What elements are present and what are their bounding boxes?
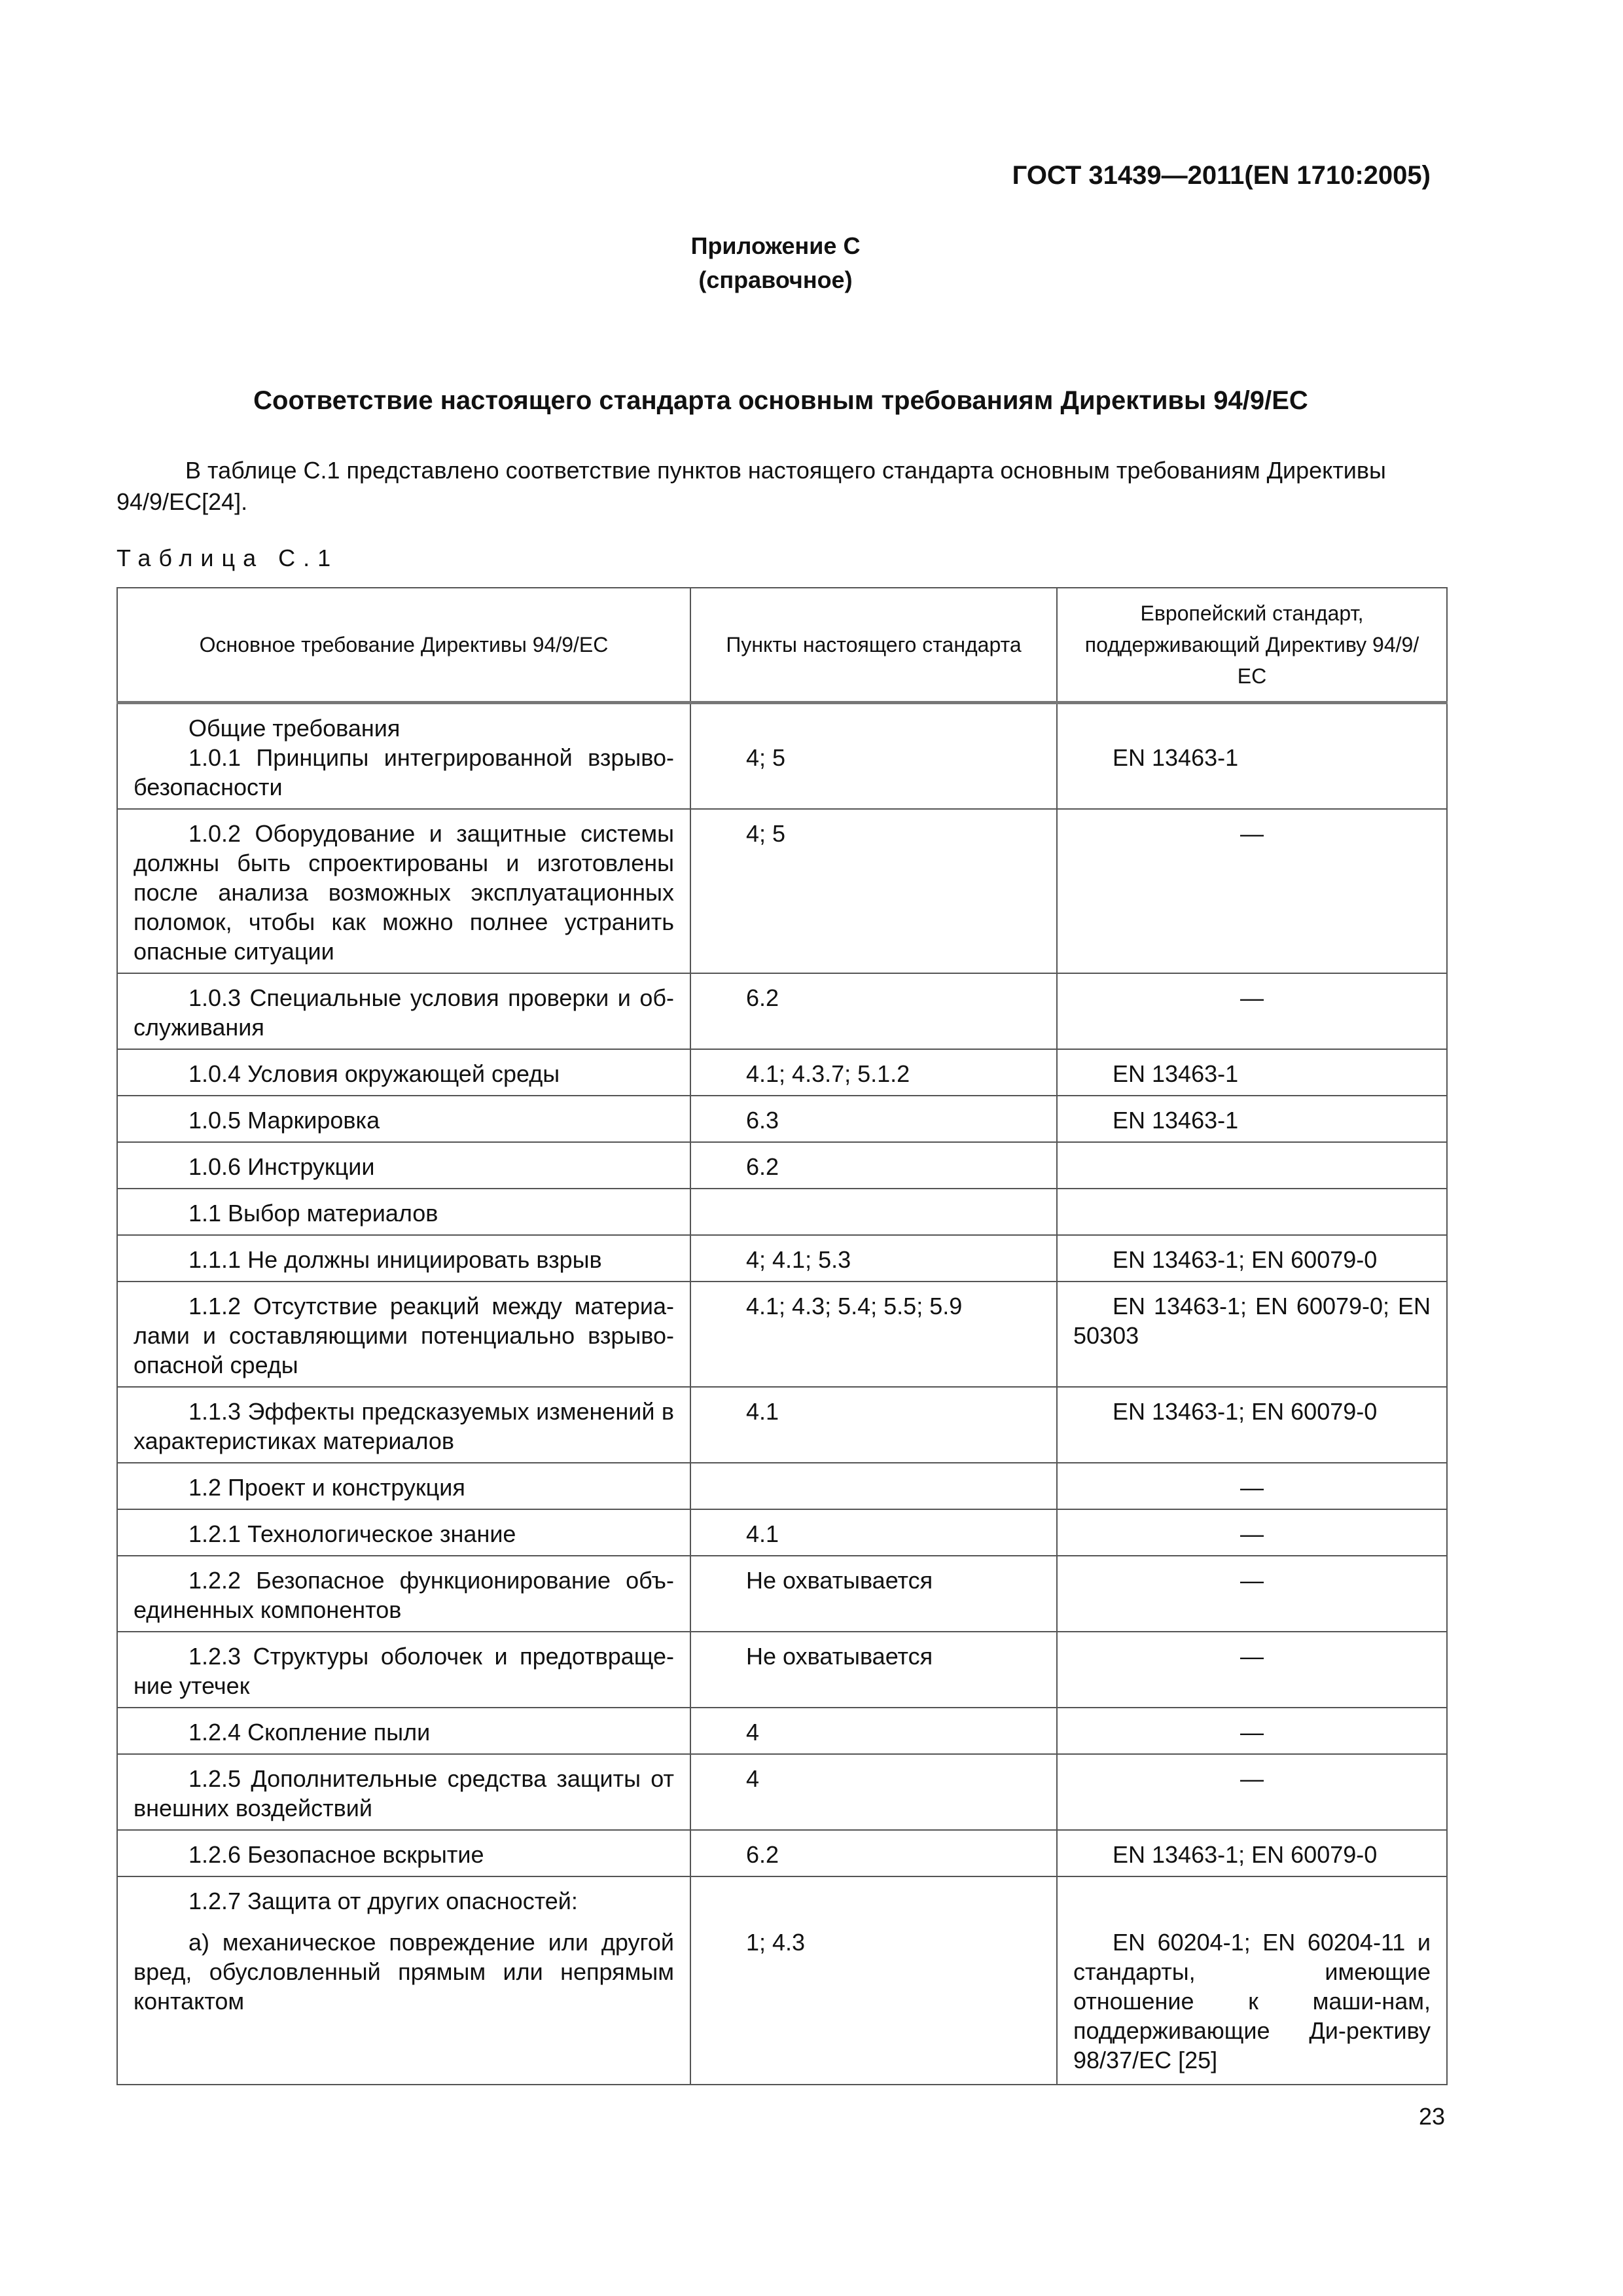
requirement-cell [117, 809, 690, 973]
table-row [117, 1632, 1447, 1708]
clauses-cell [690, 1189, 1057, 1235]
requirement-text: 1.0.3 Специальные условия проверки и об-служивания [134, 984, 674, 1041]
requirement-cell [117, 1282, 690, 1387]
table-row [117, 1876, 1447, 2085]
clauses-cell: 4; 4.1; 5.3 [690, 1235, 1057, 1282]
requirement-cell [117, 1876, 690, 2085]
requirement-cell [117, 1142, 690, 1189]
en-standard-cell: — [1057, 1556, 1447, 1632]
clauses-cell [690, 1463, 1057, 1509]
requirement-cell [117, 1708, 690, 1754]
clauses-cell: 4; 5 [690, 809, 1057, 973]
column-header-requirement: Основное требование Директивы 94/9/ЕС [117, 588, 690, 703]
table-row [117, 1282, 1447, 1387]
clauses-cell: 6.2 [690, 1142, 1057, 1189]
clauses-cell: 4.1 [690, 1387, 1057, 1463]
en-standard-cell [1057, 1142, 1447, 1189]
clauses-cell: 1; 4.3 [690, 1876, 1057, 2085]
requirement-cell [117, 1509, 690, 1556]
requirement-cell [117, 703, 690, 810]
requirement-text: 1.1.2 Отсутствие реакций между материа-лами и составляющими потенциально взрыво-опасной среды [134, 1293, 674, 1378]
clauses-cell: Не охватывается [690, 1556, 1057, 1632]
column-header-european-standard: Европейский стандарт, поддерживающий Директиву 94/9/ЕС [1057, 588, 1447, 703]
table-row [117, 1235, 1447, 1282]
requirement-text: 1.2 Проект и конструкция [188, 1474, 465, 1501]
en-standard-cell: — [1057, 973, 1447, 1049]
en-standard-cell: EN 13463-1 [1057, 1096, 1447, 1142]
table-row [117, 1142, 1447, 1189]
en-standard-cell: — [1057, 1632, 1447, 1708]
en-standard-cell: EN 60204-1; EN 60204-11 и стандарты, имеющие отношение к маши-нам, поддерживающие Ди-рективу 98/37/ЕС [25] [1057, 1876, 1447, 2085]
document-header-standard: ГОСТ 31439—2011(EN 1710:2005) [1012, 161, 1431, 190]
intro-paragraph [116, 455, 1445, 518]
clauses-cell: 4.1; 4.3; 5.4; 5.5; 5.9 [690, 1282, 1057, 1387]
clauses-cell: 4.1; 4.3.7; 5.1.2 [690, 1049, 1057, 1096]
requirement-cell [117, 1754, 690, 1830]
en-standard-cell: EN 13463-1 [1057, 703, 1447, 810]
requirement-text: 1.0.4 Условия окружающей среды [188, 1060, 560, 1087]
intro-line-1: В таблице С.1 представлено соответствие пунктов настоящего стандарта основным требованиям Директивы [185, 457, 1386, 484]
requirement-text: 1.0.1 Принципы интегрированной взрыво-безопасности [134, 744, 674, 800]
intro-line-2: 94/9/ЕС[24]. [116, 488, 248, 515]
page-number: 23 [1418, 2103, 1445, 2130]
clauses-cell: 4.1 [690, 1509, 1057, 1556]
en-standard-cell: EN 13463-1; EN 60079-0 [1057, 1387, 1447, 1463]
annex-title: Приложение С [690, 232, 861, 259]
requirement-text: а) механическое повреждение или другой вред, обусловленный прямым или непрямым контактом [134, 1929, 674, 2015]
requirement-cell [117, 1049, 690, 1096]
en-standard-cell: EN 13463-1; EN 60079-0 [1057, 1235, 1447, 1282]
en-standard-cell: — [1057, 1463, 1447, 1509]
en-standard-cell: EN 13463-1; EN 60079-0 [1057, 1830, 1447, 1876]
requirement-text: 1.1.3 Эффекты предсказуемых изменений в характеристиках материалов [134, 1398, 674, 1454]
table-row [117, 1189, 1447, 1235]
en-standard-cell: — [1057, 1708, 1447, 1754]
clauses-cell: 4; 5 [690, 703, 1057, 810]
requirement-cell [117, 1830, 690, 1876]
requirement-text: 1.2.6 Безопасное вскрытие [188, 1841, 484, 1868]
table-row [117, 1387, 1447, 1463]
requirement-cell [117, 1463, 690, 1509]
en-standard-cell: EN 13463-1; EN 60079-0; EN 50303 [1057, 1282, 1447, 1387]
requirement-group-heading: Общие требования [188, 715, 401, 742]
clauses-cell: 4 [690, 1754, 1057, 1830]
table-row [117, 1096, 1447, 1142]
table-row [117, 1754, 1447, 1830]
table-row [117, 973, 1447, 1049]
requirement-text: 1.0.6 Инструкции [188, 1153, 375, 1180]
en-standard-cell: — [1057, 1509, 1447, 1556]
table-row [117, 1708, 1447, 1754]
requirement-cell [117, 973, 690, 1049]
table-row [117, 1463, 1447, 1509]
section-title: Соответствие настоящего стандарта основным требованиям Директивы 94/9/ЕС [253, 386, 1308, 415]
table-row [117, 1830, 1447, 1876]
table-row [117, 1049, 1447, 1096]
requirement-cell [117, 1096, 690, 1142]
table-caption: Таблица С.1 [116, 545, 339, 571]
requirement-text: 1.2.4 Скопление пыли [188, 1719, 431, 1746]
annex-subtitle: (справочное) [698, 266, 853, 293]
requirement-text: 1.2.1 Технологическое знание [188, 1520, 516, 1547]
table-row [117, 809, 1447, 973]
clauses-cell: 6.2 [690, 1830, 1057, 1876]
table-row [117, 1509, 1447, 1556]
en-standard-cell: — [1057, 809, 1447, 973]
clauses-cell: 4 [690, 1708, 1057, 1754]
table-header-row [117, 588, 1447, 703]
requirement-cell [117, 1235, 690, 1282]
requirement-text: 1.2.2 Безопасное функционирование объ-единенных компонентов [134, 1567, 674, 1623]
requirement-text: 1.2.3 Структуры оболочек и предотвраще-ние утечек [134, 1643, 674, 1699]
requirement-text: 1.1.1 Не должны инициировать взрыв [188, 1246, 602, 1273]
requirement-text: 1.0.5 Маркировка [188, 1107, 380, 1134]
requirement-text: 1.0.2 Оборудование и защитные системы должны быть спроектированы и изготовлены после анализа возможных эксплуатационных поломок, чтобы как можно полнее устранить опасные ситуации [134, 820, 674, 965]
requirement-text: 1.2.5 Дополнительные средства защиты от внешних воздействий [134, 1765, 674, 1821]
clauses-cell: 6.2 [690, 973, 1057, 1049]
table-row [117, 703, 1447, 810]
clauses-cell: 6.3 [690, 1096, 1057, 1142]
table-row [117, 1556, 1447, 1632]
requirement-cell [117, 1556, 690, 1632]
en-standard-cell: — [1057, 1754, 1447, 1830]
requirement-cell [117, 1387, 690, 1463]
column-header-clauses: Пункты настоящего стандарта [690, 588, 1057, 703]
requirement-group-heading: 1.2.7 Защита от других опасностей: [188, 1888, 578, 1914]
requirement-cell [117, 1189, 690, 1235]
en-standard-cell [1057, 1189, 1447, 1235]
compliance-table [116, 587, 1448, 2085]
requirement-cell [117, 1632, 690, 1708]
annex-heading [0, 229, 1551, 297]
requirement-text: 1.1 Выбор материалов [188, 1200, 438, 1227]
clauses-cell: Не охватывается [690, 1632, 1057, 1708]
en-standard-cell: EN 13463-1 [1057, 1049, 1447, 1096]
